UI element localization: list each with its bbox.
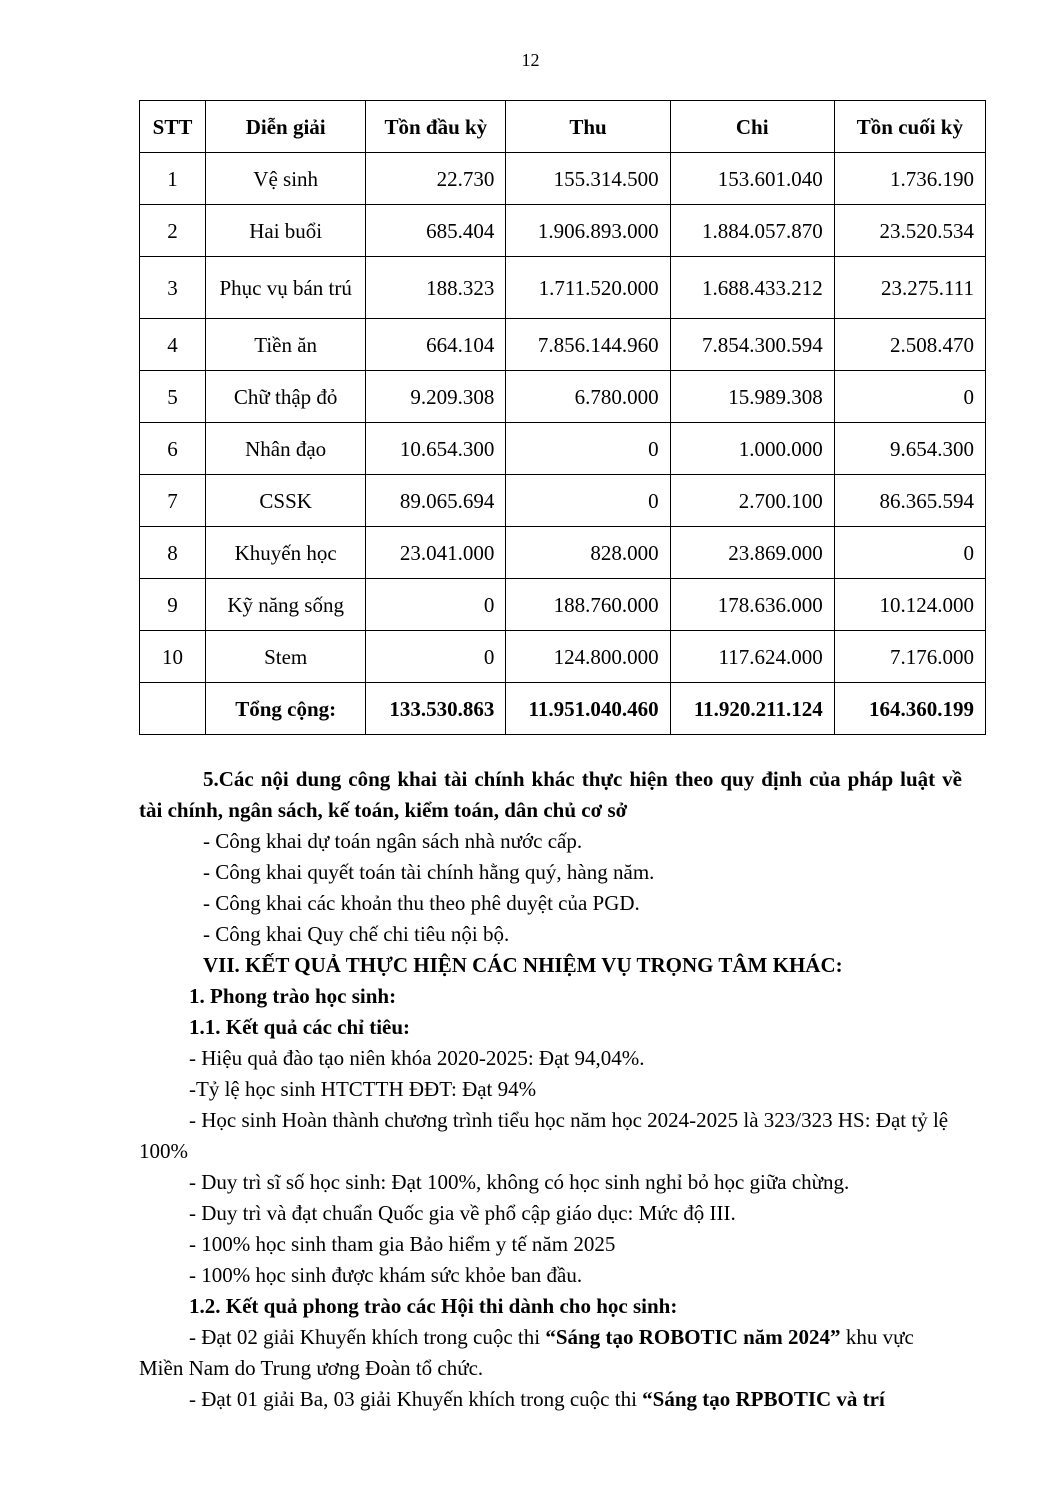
cell-description: Phục vụ bán trú [206, 257, 366, 319]
cell-opening: 9.209.308 [366, 371, 506, 423]
cell-expense: 2.700.100 [670, 475, 834, 527]
total-closing: 164.360.199 [834, 683, 985, 735]
cell-income: 0 [506, 475, 670, 527]
cell-stt: 7 [140, 475, 206, 527]
table-row [140, 319, 986, 371]
header-expense: Chi [670, 101, 834, 153]
cell-expense: 7.854.300.594 [670, 319, 834, 371]
cell-expense: 15.989.308 [670, 371, 834, 423]
cell-description: Hai buổi [206, 205, 366, 257]
finance-table [139, 100, 986, 735]
cell-description: Chữ thập đỏ [206, 371, 366, 423]
cell-opening: 0 [366, 579, 506, 631]
cell-closing: 1.736.190 [834, 153, 985, 205]
cell-closing: 0 [834, 371, 985, 423]
cell-stt: 9 [140, 579, 206, 631]
cell-stt: 8 [140, 527, 206, 579]
cell-expense: 1.884.057.870 [670, 205, 834, 257]
total-stt [140, 683, 206, 735]
table-row [140, 423, 986, 475]
cell-opening: 188.323 [366, 257, 506, 319]
cell-closing: 9.654.300 [834, 423, 985, 475]
header-opening-balance: Tồn đầu kỳ [366, 101, 506, 153]
cell-income: 828.000 [506, 527, 670, 579]
document-body [139, 764, 962, 1415]
header-stt: STT [140, 101, 206, 153]
subsection-1-heading: 1. Phong trào học sinh: [189, 984, 397, 1008]
table-row [140, 631, 986, 683]
award-contest-name: “Sáng tạo RPBOTIC và trí [642, 1387, 885, 1411]
list-item: - Công khai dự toán ngân sách nhà nước cấp. [203, 829, 583, 853]
cell-expense: 1.000.000 [670, 423, 834, 475]
cell-description: Kỹ năng sống [206, 579, 366, 631]
cell-stt: 2 [140, 205, 206, 257]
header-income: Thu [506, 101, 670, 153]
total-label: Tổng cộng: [206, 683, 366, 735]
award-text: - Đạt 02 giải Khuyến khích trong cuộc thi [189, 1325, 546, 1349]
cell-description: CSSK [206, 475, 366, 527]
list-item: - Duy trì sĩ số học sinh: Đạt 100%, không có học sinh nghỉ bỏ học giữa chừng. [189, 1170, 850, 1194]
cell-income: 188.760.000 [506, 579, 670, 631]
cell-stt: 1 [140, 153, 206, 205]
cell-closing: 0 [834, 527, 985, 579]
page-number: 12 [521, 50, 540, 70]
cell-income: 155.314.500 [506, 153, 670, 205]
cell-closing: 23.275.111 [834, 257, 985, 319]
section7-heading: VII. KẾT QUẢ THỰC HIỆN CÁC NHIỆM VỤ TRỌNG TÂM KHÁC: [203, 953, 843, 977]
cell-closing: 86.365.594 [834, 475, 985, 527]
cell-expense: 23.869.000 [670, 527, 834, 579]
cell-description: Vệ sinh [206, 153, 366, 205]
table-row [140, 579, 986, 631]
cell-description: Khuyến học [206, 527, 366, 579]
list-item: - Duy trì và đạt chuẩn Quốc gia về phổ cập giáo dục: Mức độ III. [189, 1201, 736, 1225]
list-item: - 100% học sinh được khám sức khỏe ban đầu. [189, 1263, 583, 1287]
cell-opening: 0 [366, 631, 506, 683]
cell-opening: 23.041.000 [366, 527, 506, 579]
award-text: khu vực Miền Nam do Trung ương Đoàn tổ chức. [139, 1325, 914, 1380]
table-total-row [140, 683, 986, 735]
total-expense: 11.920.211.124 [670, 683, 834, 735]
award-text: - Đạt 01 giải Ba, 03 giải Khuyến khích trong cuộc thi [189, 1387, 643, 1411]
table-row [140, 371, 986, 423]
award-contest-name: “Sáng tạo ROBOTIC năm 2024” [545, 1325, 841, 1349]
cell-opening: 22.730 [366, 153, 506, 205]
list-item: - Công khai các khoản thu theo phê duyệt của PGD. [203, 891, 640, 915]
total-income: 11.951.040.460 [506, 683, 670, 735]
cell-income: 1.906.893.000 [506, 205, 670, 257]
table-row [140, 475, 986, 527]
cell-description: Nhân đạo [206, 423, 366, 475]
header-description: Diễn giải [206, 101, 366, 153]
list-item: - Hiệu quả đào tạo niên khóa 2020-2025: Đạt 94,04%. [189, 1046, 645, 1070]
cell-income: 124.800.000 [506, 631, 670, 683]
list-item: - Công khai Quy chế chi tiêu nội bộ. [203, 922, 510, 946]
total-opening: 133.530.863 [366, 683, 506, 735]
cell-expense: 178.636.000 [670, 579, 834, 631]
table-row [140, 527, 986, 579]
cell-expense: 117.624.000 [670, 631, 834, 683]
award-item [139, 1384, 962, 1415]
cell-closing: 23.520.534 [834, 205, 985, 257]
subsection-1-1-heading: 1.1. Kết quả các chỉ tiêu: [189, 1015, 411, 1039]
award-item [139, 1322, 962, 1384]
cell-income: 0 [506, 423, 670, 475]
cell-closing: 2.508.470 [834, 319, 985, 371]
subsection-1-2-heading: 1.2. Kết quả phong trào các Hội thi dành cho học sinh: [189, 1294, 678, 1318]
cell-opening: 685.404 [366, 205, 506, 257]
cell-income: 6.780.000 [506, 371, 670, 423]
cell-opening: 89.065.694 [366, 475, 506, 527]
cell-stt: 6 [140, 423, 206, 475]
cell-description: Tiền ăn [206, 319, 366, 371]
cell-closing: 7.176.000 [834, 631, 985, 683]
cell-expense: 1.688.433.212 [670, 257, 834, 319]
table-row [140, 257, 986, 319]
table-row [140, 205, 986, 257]
section5-heading: 5.Các nội dung công khai tài chính khác thực hiện theo quy định của pháp luật về tài chính, ngân sách, kế toán, kiểm toán, dân chủ cơ sở [139, 767, 962, 822]
cell-stt: 4 [140, 319, 206, 371]
cell-opening: 664.104 [366, 319, 506, 371]
cell-opening: 10.654.300 [366, 423, 506, 475]
header-closing-balance: Tồn cuối kỳ [834, 101, 985, 153]
list-item: - Công khai quyết toán tài chính hằng quý, hàng năm. [203, 860, 655, 884]
list-item: -Tỷ lệ học sinh HTCTTH ĐĐT: Đạt 94% [189, 1077, 537, 1101]
table-row [140, 153, 986, 205]
cell-stt: 10 [140, 631, 206, 683]
list-item: - Học sinh Hoàn thành chương trình tiểu học năm học 2024-2025 là 323/323 HS: Đạt tỷ lệ 100% [139, 1108, 949, 1163]
cell-stt: 3 [140, 257, 206, 319]
cell-expense: 153.601.040 [670, 153, 834, 205]
cell-description: Stem [206, 631, 366, 683]
table-header-row [140, 101, 986, 153]
cell-closing: 10.124.000 [834, 579, 985, 631]
cell-income: 7.856.144.960 [506, 319, 670, 371]
cell-income: 1.711.520.000 [506, 257, 670, 319]
list-item: - 100% học sinh tham gia Bảo hiểm y tế năm 2025 [189, 1232, 616, 1256]
cell-stt: 5 [140, 371, 206, 423]
